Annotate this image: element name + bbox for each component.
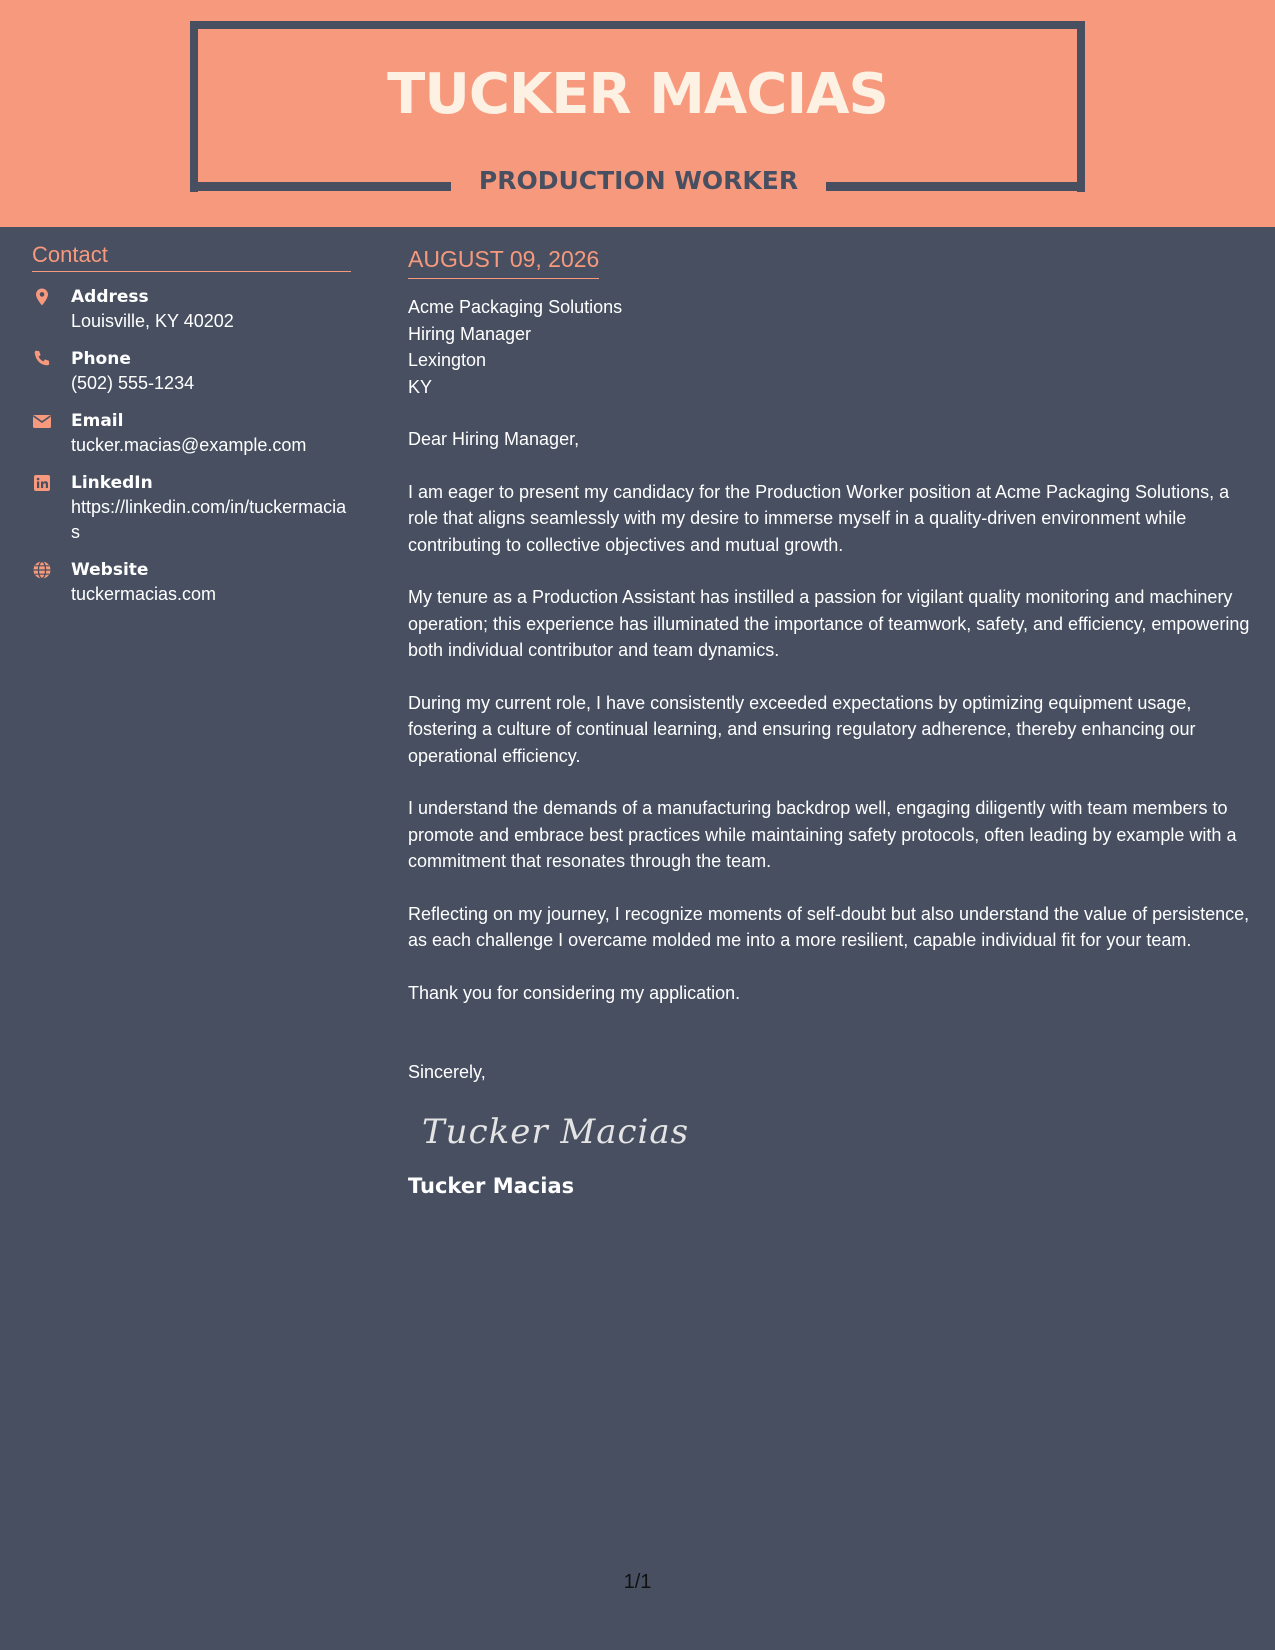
- address-value: Louisville, KY 40202: [71, 311, 234, 331]
- recipient-company: Acme Packaging Solutions: [408, 297, 623, 317]
- email-value: tucker.macias@example.com: [71, 435, 307, 455]
- paragraph: I understand the demands of a manufacturing backdrop well, engaging diligently with team members to promote and embrace best practices while maintaining safety protocols, often leading by example with a commitment that resonates through the team.: [408, 798, 1237, 871]
- map-pin-icon: [32, 287, 52, 307]
- website-value: tuckermacias.com: [71, 584, 217, 604]
- contact-address: [32, 285, 351, 334]
- salutation: Dear Hiring Manager,: [408, 429, 580, 449]
- paragraph: Reflecting on my journey, I recognize moments of self-doubt but also understand the value of persistence, as each challenge I overcame molded me into a more resilient, capable individual fit for your team.: [408, 903, 1250, 950]
- letter-body: [408, 246, 1253, 1198]
- handwritten-signature: Tucker Macias: [422, 1111, 690, 1152]
- contact-phone: [32, 347, 351, 396]
- paragraph: During my current role, I have consistently exceeded expectations by optimizing equipment usage, fostering a culture of continual learning, and ensuring regulatory adherence, thereby enhancing our operational efficiency.: [408, 692, 1196, 766]
- paragraph: My tenure as a Production Assistant has instilled a passion for vigilant quality monitoring and machinery operation; this experience has illuminated the importance of teamwork, safety, and efficiency, empowering both individual contributor and team dynamics.: [408, 587, 1250, 660]
- recipient-title: Hiring Manager: [408, 323, 532, 344]
- signer-name: Tucker Macias: [408, 1173, 575, 1198]
- envelope-icon: [32, 411, 52, 431]
- closing: Sincerely,: [408, 1062, 486, 1082]
- contact-website: [32, 558, 351, 607]
- candidate-name: TUCKER MACIAS: [387, 62, 888, 127]
- recipient-block: [408, 294, 1253, 400]
- paragraph: Thank you for considering my application.: [408, 982, 741, 1003]
- header-banner: [0, 0, 1275, 227]
- contact-heading: Contact: [32, 242, 351, 272]
- contact-label: Phone: [71, 349, 131, 369]
- letter-date: AUGUST 09, 2026: [408, 246, 599, 279]
- linkedin-icon: [32, 473, 52, 493]
- page-number: 1/1: [623, 1571, 652, 1593]
- paragraph: I am eager to present my candidacy for the Production Worker position at Acme Packaging Solutions, a role that aligns seamlessly with my desire to immerse myself in a quality-driven environment while contributing to collective objectives and mutual growth.: [408, 481, 1230, 555]
- contact-sidebar: [32, 242, 351, 607]
- globe-icon: [32, 560, 52, 580]
- contact-label: LinkedIn: [71, 473, 153, 493]
- header-frame-bottom-right: [826, 182, 1085, 191]
- phone-value: (502) 555-1234: [71, 373, 195, 393]
- linkedin-value: https://linkedin.com/in/tuckermacias: [71, 497, 347, 542]
- phone-icon: [32, 349, 52, 369]
- contact-label: Website: [71, 560, 149, 580]
- recipient-state: KY: [408, 376, 433, 397]
- header-frame-bottom-left: [190, 182, 451, 191]
- contact-label: Email: [71, 411, 124, 431]
- contact-label: Address: [71, 287, 149, 307]
- contact-linkedin: [32, 471, 351, 545]
- recipient-city: Lexington: [408, 350, 487, 370]
- contact-email: [32, 409, 351, 458]
- job-title: PRODUCTION WORKER: [478, 166, 799, 195]
